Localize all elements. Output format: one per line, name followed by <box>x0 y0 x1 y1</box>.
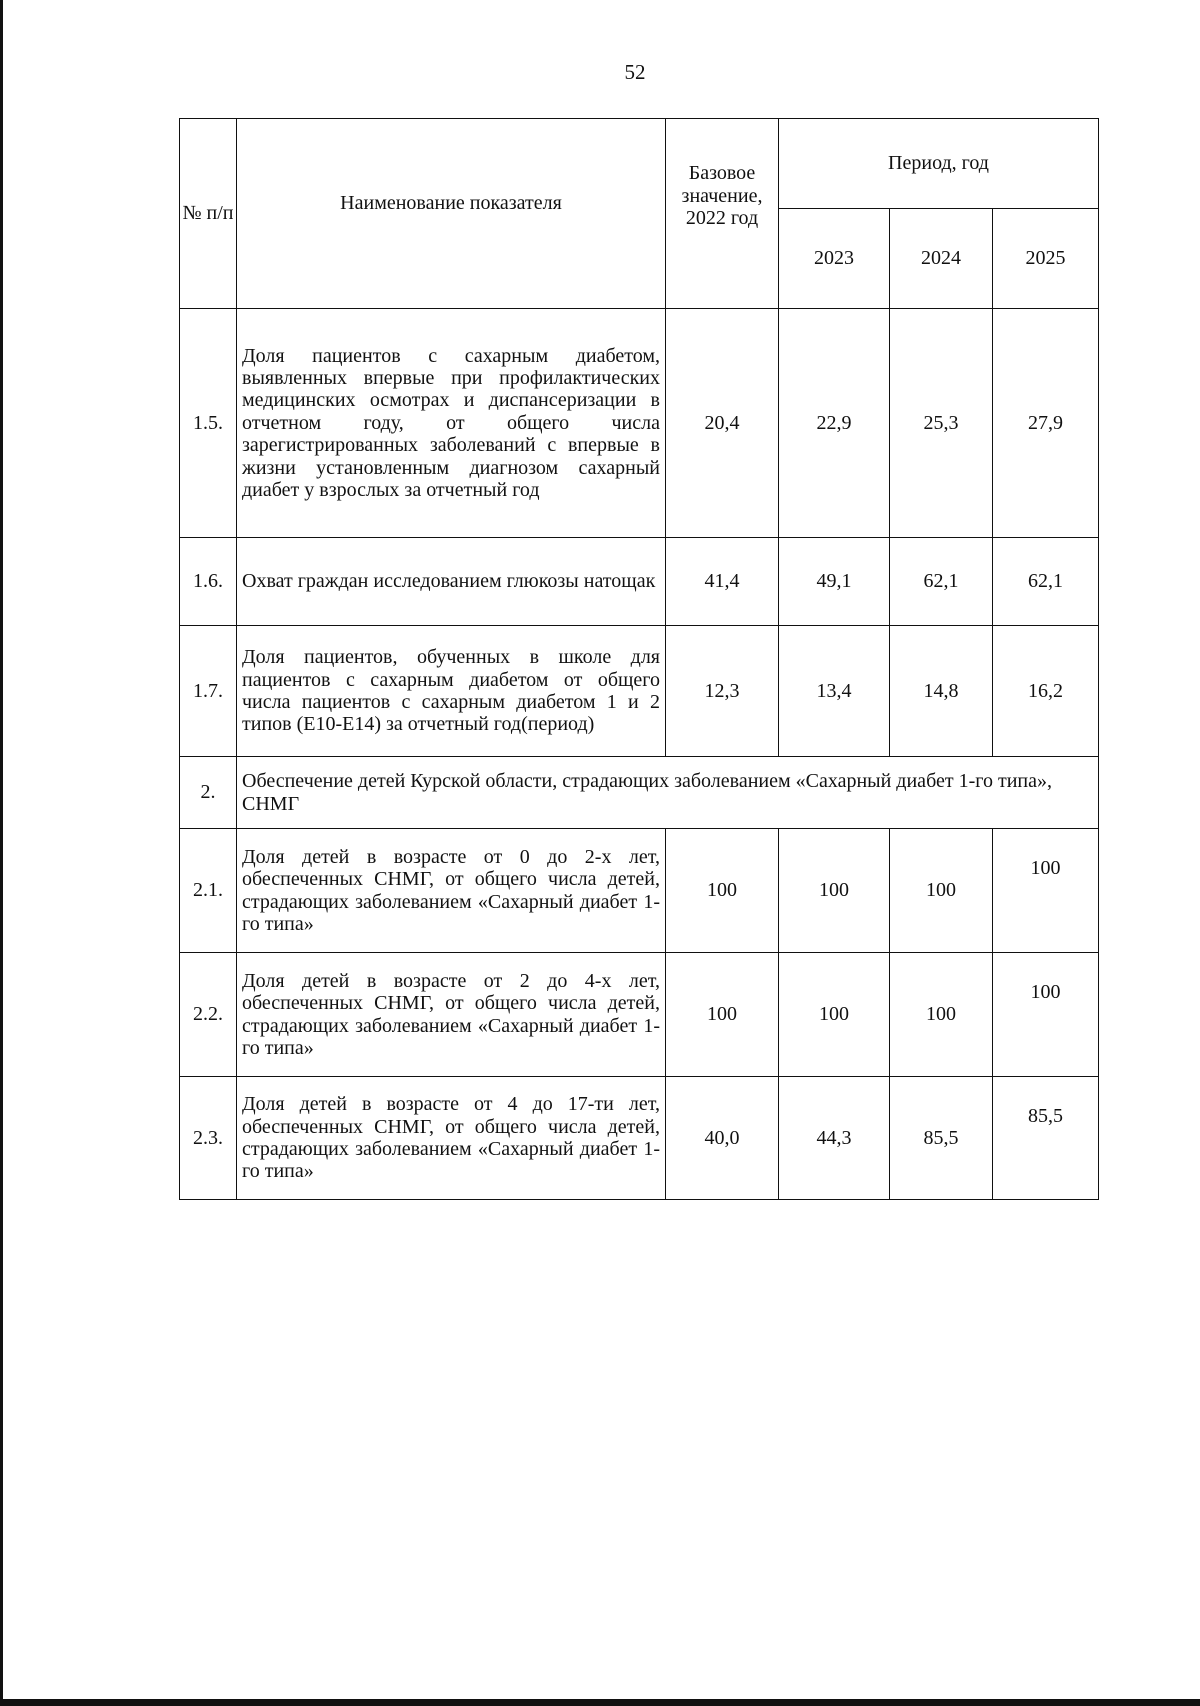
row-number: 1.5. <box>180 309 237 538</box>
header-year-2024: 2024 <box>890 209 993 309</box>
table-row <box>180 953 1099 1077</box>
row-number: 1.7. <box>180 626 237 757</box>
indicator-name: Доля детей в возрасте от 2 до 4-х лет, обеспеченных СНМГ, от общего числа детей, страдающих заболеванием «Сахарный диабет 1-го типа» <box>237 953 666 1077</box>
table-row <box>180 829 1099 953</box>
scan-edge-bottom <box>0 1699 1200 1706</box>
value-2024: 14,8 <box>890 626 993 757</box>
header-base: Базовое значение, 2022 год <box>666 119 779 309</box>
header-year-2023: 2023 <box>779 209 890 309</box>
indicator-name: Охват граждан исследованием глюкозы натощак <box>237 538 666 626</box>
value-2025: 100 <box>993 829 1099 953</box>
base-value: 100 <box>666 829 779 953</box>
page-number: 52 <box>624 60 646 84</box>
indicator-name: Доля детей в возрасте от 4 до 17-ти лет, обеспеченных СНМГ, от общего числа детей, страдающих заболеванием «Сахарный диабет 1-го типа» <box>237 1077 666 1200</box>
indicator-name: Доля пациентов, обученных в школе для пациентов с сахарным диабетом от общего числа пациентов с сахарным диабетом 1 и 2 типов (Е10-Е14) за отчетный год(период) <box>237 626 666 757</box>
value-2024: 62,1 <box>890 538 993 626</box>
section-title: Обеспечение детей Курской области, страдающих заболеванием «Сахарный диабет 1-го типа», СНМГ <box>237 757 1099 829</box>
table-row <box>180 538 1099 626</box>
value-2025: 16,2 <box>993 626 1099 757</box>
value-2023: 22,9 <box>779 309 890 538</box>
section-row <box>180 757 1099 829</box>
header-no: № п/п <box>180 119 237 309</box>
value-2024: 85,5 <box>890 1077 993 1200</box>
indicators-table <box>179 118 1099 1200</box>
header-row <box>180 119 1099 209</box>
header-name: Наименование показателя <box>237 119 666 309</box>
indicator-name: Доля пациентов с сахарным диабетом, выявленных впервые при профилактических медицинских осмотрах и диспансеризации в отчетном году, от общего числа зарегистрированных заболеваний с впервые в жизни установленным диагнозом сахарный диабет у взрослых за отчетный год <box>237 309 666 538</box>
base-value: 41,4 <box>666 538 779 626</box>
row-number: 2.1. <box>180 829 237 953</box>
scan-edge-left <box>0 0 3 1706</box>
value-2025: 27,9 <box>993 309 1099 538</box>
value-2023: 49,1 <box>779 538 890 626</box>
indicator-name: Доля детей в возрасте от 0 до 2-х лет, обеспеченных СНМГ, от общего числа детей, страдающих заболеванием «Сахарный диабет 1-го типа» <box>237 829 666 953</box>
base-value: 40,0 <box>666 1077 779 1200</box>
value-2024: 100 <box>890 953 993 1077</box>
value-2023: 100 <box>779 829 890 953</box>
header-year-2025: 2025 <box>993 209 1099 309</box>
table-row <box>180 309 1099 538</box>
base-value: 20,4 <box>666 309 779 538</box>
value-2023: 100 <box>779 953 890 1077</box>
value-2024: 100 <box>890 829 993 953</box>
value-2025: 85,5 <box>993 1077 1099 1200</box>
value-2023: 44,3 <box>779 1077 890 1200</box>
table-row <box>180 626 1099 757</box>
table-row <box>180 1077 1099 1200</box>
header-period: Период, год <box>779 119 1099 209</box>
base-value: 12,3 <box>666 626 779 757</box>
row-number: 2.2. <box>180 953 237 1077</box>
row-number: 2.3. <box>180 1077 237 1200</box>
value-2025: 62,1 <box>993 538 1099 626</box>
base-value: 100 <box>666 953 779 1077</box>
value-2024: 25,3 <box>890 309 993 538</box>
row-number: 1.6. <box>180 538 237 626</box>
row-number: 2. <box>180 757 237 829</box>
value-2023: 13,4 <box>779 626 890 757</box>
value-2025: 100 <box>993 953 1099 1077</box>
